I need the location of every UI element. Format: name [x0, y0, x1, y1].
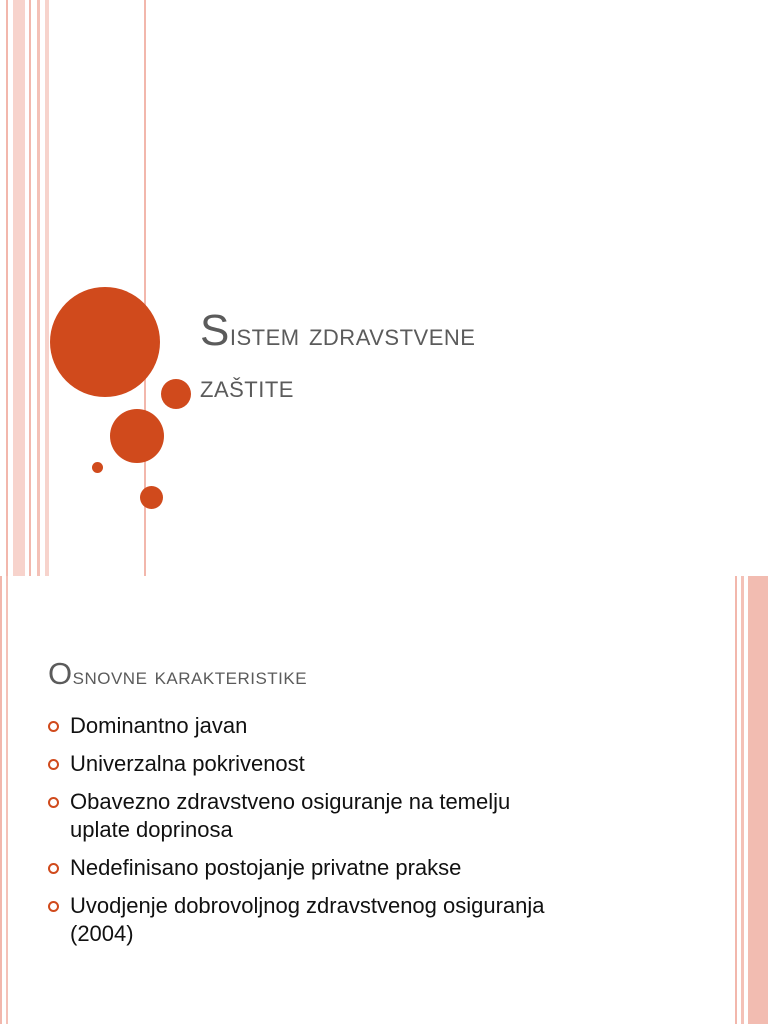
- decorative-stripe: [45, 0, 49, 576]
- title-initial: S: [200, 306, 230, 355]
- small-circle: [140, 486, 163, 509]
- content-slide: [0, 576, 768, 1024]
- bullet-circle-icon: [48, 901, 59, 912]
- bullet-text: Dominantno javan: [70, 713, 248, 738]
- bullet-item: [48, 712, 688, 740]
- bullet-text: Univerzalna pokrivenost: [70, 751, 305, 776]
- bullet-circle-icon: [48, 863, 59, 874]
- bullet-text: Nedefinisano postojanje privatne prakse: [70, 855, 462, 880]
- decorative-stripe: [741, 576, 744, 1024]
- decorative-stripe: [6, 576, 8, 1024]
- bullet-text: (2004): [70, 921, 134, 946]
- decorative-stripe: [37, 0, 40, 576]
- bullet-circle-icon: [48, 759, 59, 770]
- heading-initial: O: [48, 656, 73, 691]
- bullet-item: [48, 750, 688, 778]
- decorative-stripe: [0, 576, 2, 1024]
- decorative-stripe: [735, 576, 737, 1024]
- bullet-item: [48, 788, 688, 844]
- bullet-text: Uvodjenje dobrovoljnog zdravstvenog osiguranja: [70, 893, 545, 918]
- medium-circle: [110, 409, 164, 463]
- decorative-stripe: [29, 0, 31, 576]
- bullet-item: [48, 892, 688, 948]
- decorative-stripe: [13, 0, 25, 576]
- decorative-stripe: [6, 0, 8, 576]
- title-line2: zaštite: [200, 368, 294, 404]
- bullet-text: uplate doprinosa: [70, 817, 233, 842]
- large-circle: [50, 287, 160, 397]
- heading-text: snovne karakteristike: [72, 663, 308, 690]
- bullet-circle-icon: [48, 797, 59, 808]
- bullet-list: [48, 712, 688, 958]
- title-line1: istem zdravstvene: [229, 316, 476, 352]
- small-circle: [161, 379, 191, 409]
- tiny-circle: [92, 462, 103, 473]
- decorative-stripe: [748, 576, 768, 1024]
- bullet-text: Obavezno zdravstveno osiguranje na temelju: [70, 789, 511, 814]
- bullet-circle-icon: [48, 721, 59, 732]
- slide-heading: [48, 656, 307, 692]
- bullet-item: [48, 854, 688, 882]
- slide-title: [200, 305, 720, 412]
